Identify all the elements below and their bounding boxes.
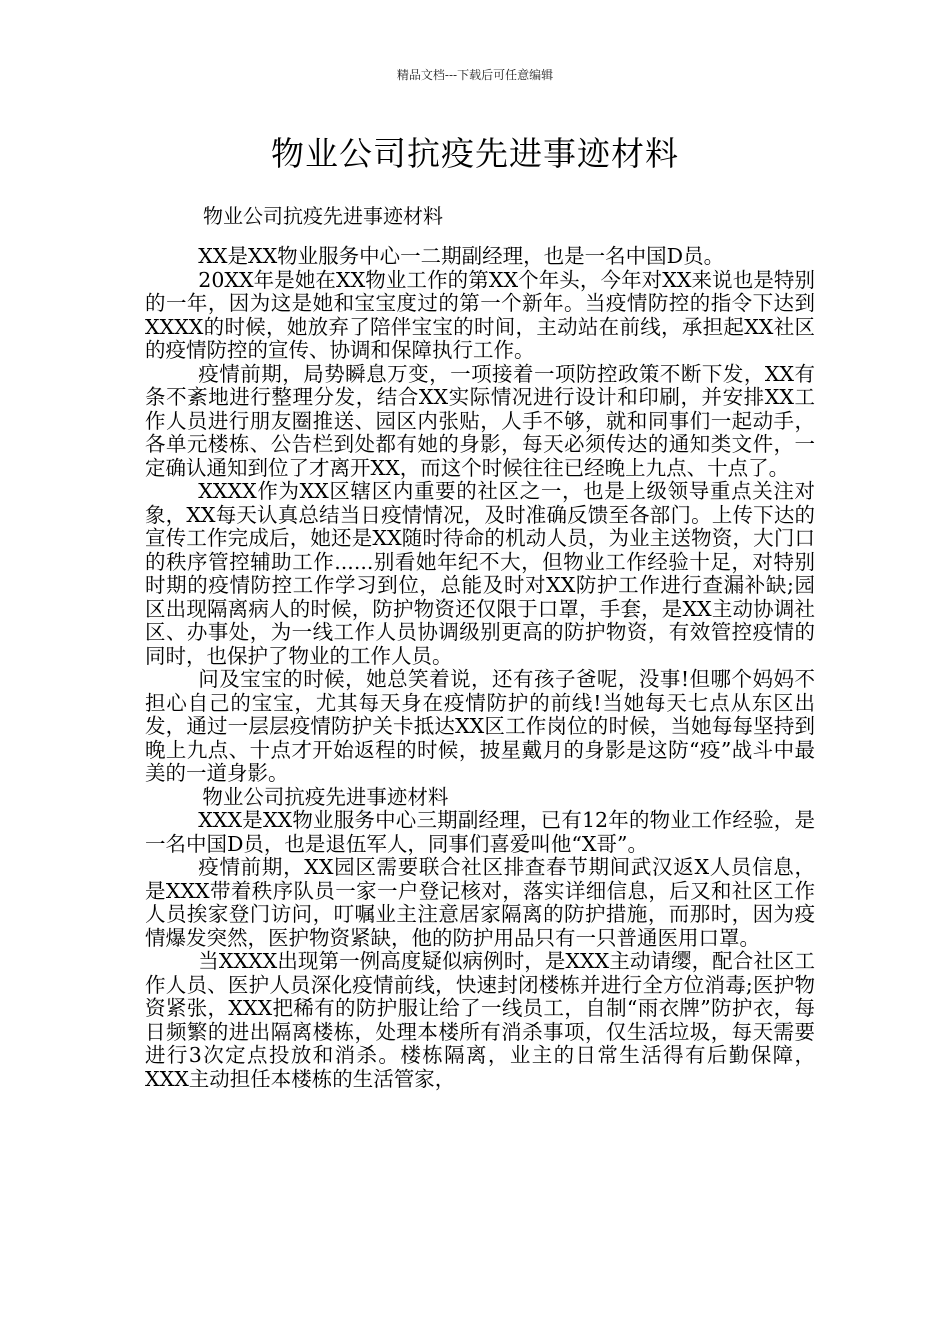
paragraph: XX是XX物业服务中心一二期副经理，也是一名中国D员。 <box>198 244 725 268</box>
document-subtitle: 物业公司抗疫先进事迹材料 <box>203 204 443 228</box>
section-heading: 物业公司抗疫先进事迹材料 <box>202 784 449 809</box>
paragraph: XXX是XX物业服务中心三期副经理，已有12年的物业工作经验，是一名中国D员，也是退伍军人，同事们喜爱叫他“X哥”。 <box>145 808 815 856</box>
paragraph: 20XX年是她在XX物业工作的第XX个年头，今年对XX来说也是特别的一年，因为这是她和宝宝度过的第一个新年。当疫情防控的指令下达到XXXX的时候，她放弃了陪伴宝宝的时间，主动站在前线，承担起XX社区的疫情防控的宣传、协调和保障执行工作。 <box>145 267 815 362</box>
paragraph: 疫情前期，局势瞬息万变，一项接着一项防控政策不断下发，XX有条不紊地进行整理分发，结合XX实际情况进行设计和印刷，并安排XX工作人员进行朋友圈推送、园区内张贴，人手不够，就和同事们一起动手，各单元楼栋、公告栏到处都有她的身影，每天必须传达的通知类文件，一定确认通知到位了才离开XX，而这个时候往往已经晚上九点、十点了。 <box>145 361 815 480</box>
header-note: 精品文档---下载后可任意编辑 <box>396 68 554 82</box>
document-body <box>145 245 815 1091</box>
paragraph: 当XXXX出现第一例高度疑似病例时，是XXX主动请缨，配合社区工作人员、医护人员深化疫情前线，快速封闭楼栋并进行全方位消毒;医护物资紧张，XXX把稀有的防护服让给了一线员工，自制“雨衣牌”防护衣，每日频繁的进出隔离楼栋，处理本楼所有消杀事项，仅生活垃圾，每天需要进行3次定点投放和消杀。楼栋隔离，业主的日常生活得有后勤保障，XXX主动担任本楼栋的生活管家， <box>145 949 815 1091</box>
document-title: 物业公司抗疫先进事迹材料 <box>271 134 679 173</box>
paragraph: XXXX作为XX区辖区内重要的社区之一，也是上级领导重点关注对象，XX每天认真总结当日疫情情况，及时准确反馈至各部门。上传下达的宣传工作完成后，她还是XX随时待命的机动人员，为业主送物资，大门口的秩序管控辅助工作......别看她年纪不大，但物业工作经验十足，对特别时期的疫情防控工作学习到位，总能及时对XX防护工作进行查漏补缺;园区出现隔离病人的时候，防护物资还仅限于口罩，手套，是XX主动协调社区、办事处，为一线工作人员协调级别更高的防护物资，有效管控疫情的同时，也保护了物业的工作人员。 <box>145 479 815 668</box>
paragraph: 问及宝宝的时候，她总笑着说，还有孩子爸呢，没事!但哪个妈妈不担心自己的宝宝，尤其每天身在疫情防护的前线!当她每天七点从东区出发，通过一层层疫情防护关卡抵达XX区工作岗位的时候，当她每每坚持到晚上九点、十点才开始返程的时候，披星戴月的身影是这防“疫”战斗中最美的一道身影。 <box>145 667 815 785</box>
paragraph: 疫情前期，XX园区需要联合社区排查春节期间武汉返X人员信息，是XXX带着秩序队员一家一户登记核对，落实详细信息，后又和社区工作人员挨家登门访问，叮嘱业主注意居家隔离的防护措施，而那时，因为疫情爆发突然，医护物资紧缺，他的防护用品只有一只普通医用口罩。 <box>145 855 815 950</box>
